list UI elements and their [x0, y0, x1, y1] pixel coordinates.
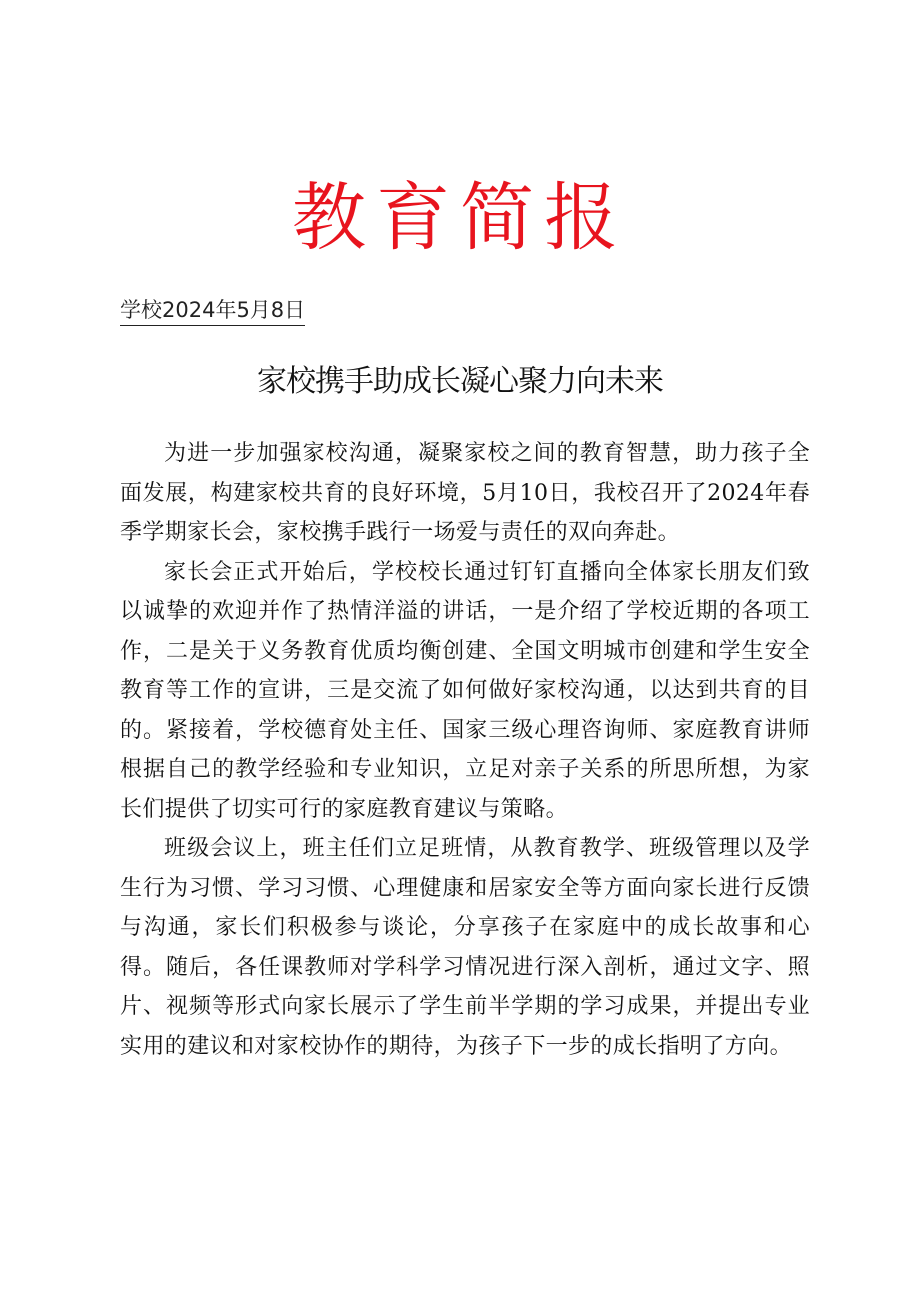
article-paragraph-1: 为进一步加强家校沟通，凝聚家校之间的教育智慧，助力孩子全面发展，构建家校共育的良好环境，5月10日，我校召开了2024年春季学期家长会，家校携手践行一场爱与责任的双向奔赴。: [120, 441, 810, 545]
masthead-title: 教育简报: [292, 175, 628, 261]
article-paragraph-2: 家长会正式开始后，学校校长通过钉钉直播向全体家长朋友们致以诚挚的欢迎并作了热情洋溢的讲话，一是介绍了学校近期的各项工作，二是关于义务教育优质均衡创建、全国文明城市创建和学生安全教育等工作的宣讲，三是交流了如何做好家校沟通，以达到共育的目的。紧接着，学校德育处主任、国家三级心理咨询师、家庭教育讲师根据自己的教学经验和专业知识，立足对亲子关系的所思所想，为家长们提供了切实可行的家庭教育建议与策略。: [120, 559, 810, 822]
article-paragraph-3: 班级会议上，班主任们立足班情，从教育教学、班级管理以及学生行为习惯、学习习惯、心理健康和居家安全等方面向家长进行反馈与沟通，家长们积极参与谈论，分享孩子在家庭中的成长故事和心得。随后，各任课教师对学科学习情况进行深入剖析，通过文字、照片、视频等形式向家长展示了学生前半学期的学习成果，并提出专业实用的建议和对家校协作的期待，为孩子下一步的成长指明了方向。: [120, 836, 810, 1059]
dateline: 学校2024年5月8日: [120, 296, 305, 326]
article-headline: 家校携手助成长凝心聚力向未来: [257, 364, 663, 399]
article-body: [120, 434, 810, 1066]
